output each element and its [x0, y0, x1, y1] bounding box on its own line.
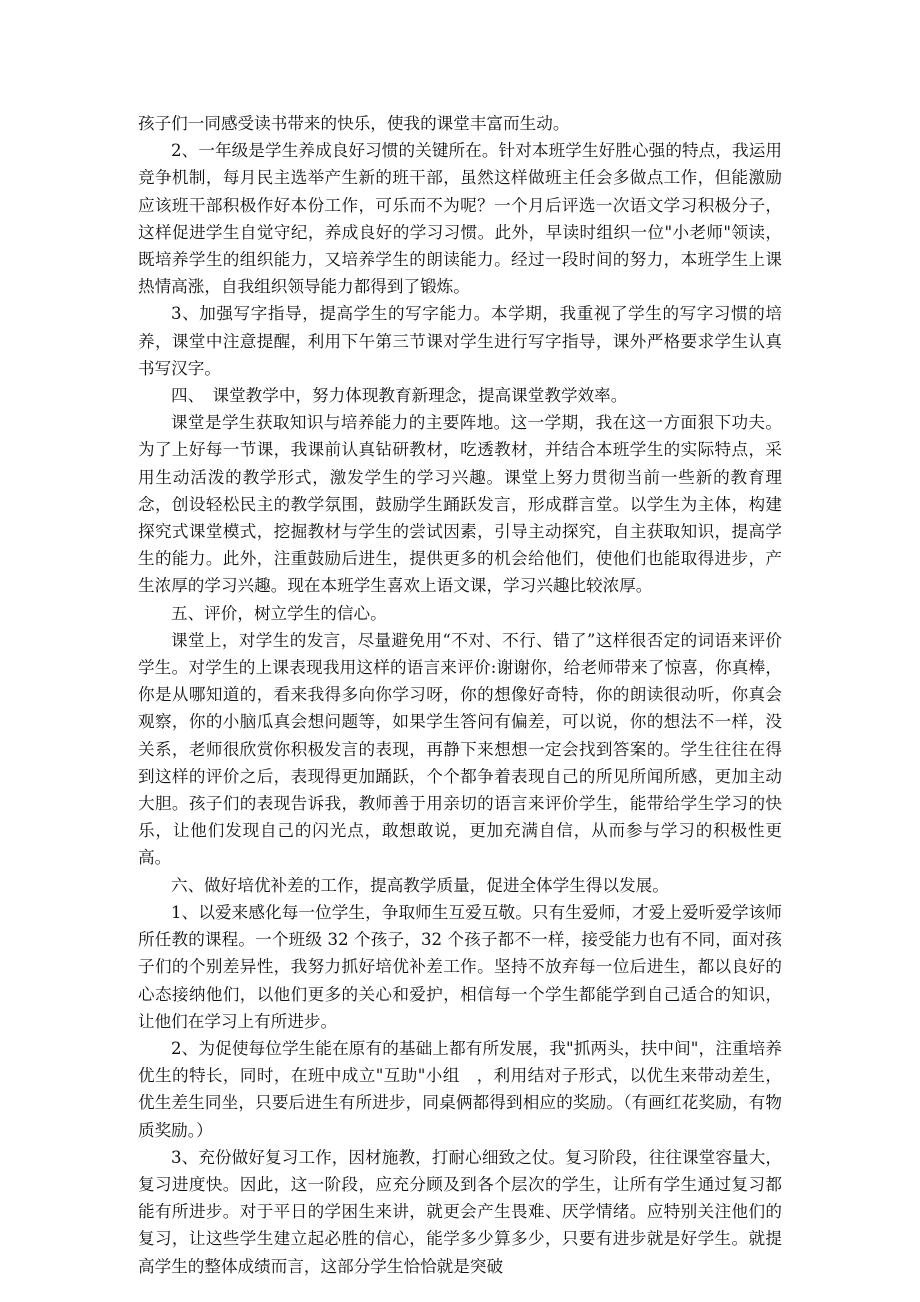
paragraph-writing-guidance: 3、加强写字指导，提高学生的写字能力。本学期，我重视了学生的写字习惯的培养，课堂中注意提醒，利用下午第三节课对学生进行写字指导，课外严格要求学生认真书写汉字。	[138, 304, 782, 378]
section-heading-five: 五、评价，树立学生的信心。	[171, 603, 387, 623]
section-heading-four: 四、 课堂教学中，努力体现教育新理念，提高课堂教学效率。	[171, 386, 628, 406]
paragraph-mutual-help: 2、为促使每位学生能在原有的基础上都有所发展，我"抓两头，扶中间"，注重培养优生的特长，同时，在班中成立"互助"小组 ，利用结对子形式，以优生来带动差生，优生差生同坐，只要后进生有所进步，同桌俩都得到相应的奖励。（有画红花奖励，有物质奖励。）	[138, 1038, 782, 1140]
paragraph-continuation: 孩子们一同感受读书带来的快乐，使我的课堂丰富而生动。	[138, 114, 570, 133]
paragraph-love-students: 1、以爱来感化每一位学生，争取师生互爱互敬。只有生爱师，才爱上爱听爱学该师所任教的课程。一个班级 32 个孩子，32 个孩子都不一样，接受能力也有不同，面对孩子们的个别差异性，我努力抓好培优补差工作。坚持不放弃每一位后进生，都以良好的心态接纳他们，以他们更多的关心和爱护，相信每一个学生都能学到自己适合的知识，让他们在学习上有所进步。	[138, 902, 782, 1031]
paragraph-habit-formation: 2、一年级是学生养成良好习惯的关键所在。针对本班学生好胜心强的特点，我运用竞争机制，每月民主选举产生新的班干部，虽然这样做班主任会多做点工作，但能激励应该班干部积极作好本份工作，可乐而不为呢？一个月后评选一次语文学习积极分子，这样促进学生自觉守纪，养成良好的学习习惯。此外，早读时组织一位"小老师"领读，既培养学生的组织能力，又培养学生的朗读能力。经过一段时间的努力，本班学生上课热情高涨，自我组织领导能力都得到了锻炼。	[138, 141, 782, 297]
section-heading-six: 六、做好培优补差的工作，提高教学质量，促进全体学生得以发展。	[171, 875, 669, 895]
paragraph-review-work: 3、充份做好复习工作，因材施教，打耐心细致之仗。复习阶段，往往课堂容量大，复习进度快。因此，这一阶段，应充分顾及到各个层次的学生，让所有学生通过复习都能有所进步。对于平日的学困生来讲，就更会产生畏难、厌学情绪。应特别关注他们的复习，让这些学生建立起必胜的信心，能学多少算多少，只要有进步就是好学生。就提高学生的整体成绩而言，这部分学生恰恰就是突破	[138, 1147, 782, 1276]
paragraph-classroom-teaching: 课堂是学生获取知识与培养能力的主要阵地。这一学期，我在这一方面狠下功夫。为了上好每一节课，我课前认真钻研教材，吃透教材，并结合本班学生的实际特点，采用生动活泼的教学形式，激发学生的学习兴趣。课堂上努力贯彻当前一些新的教育理念，创设轻松民主的教学氛围，鼓励学生踊跃发言，形成群言堂。以学生为主体，构建探究式课堂模式，挖掘教材与学生的尝试因素，引导主动探究，自主获取知识，提高学生的能力。此外，注重鼓励后进生，提供更多的机会给他们，使他们也能取得进步，产生浓厚的学习兴趣。现在本班学生喜欢上语文课，学习兴趣比较浓厚。	[138, 413, 782, 596]
paragraph-evaluation: 课堂上，对学生的发言，尽量避免用“不对、不行、错了”这样很否定的词语来评价学生。对学生的上课表现我用这样的语言来评价:谢谢你，给老师带来了惊喜，你真棒，你是从哪知道的，看来我得多向你学习呀，你的想像好奇特，你的朗读很动听，你真会观察，你的小脑瓜真会想问题等，如果学生答问有偏差，可以说，你的想法不一样，没关系，老师很欣赏你积极发言的表现，再静下来想想一定会找到答案的。学生往往在得到这样的评价之后，表现得更加踊跃，个个都争着表现自己的所见所闻所感，更加主动大胆。孩子们的表现告诉我，教师善于用亲切的语言来评价学生，能带给学生学习的快乐，让他们发现自己的闪光点，敢想敢说，更加充满自信，从而参与学习的积极性更高。	[138, 630, 782, 868]
document-body	[138, 110, 782, 1280]
